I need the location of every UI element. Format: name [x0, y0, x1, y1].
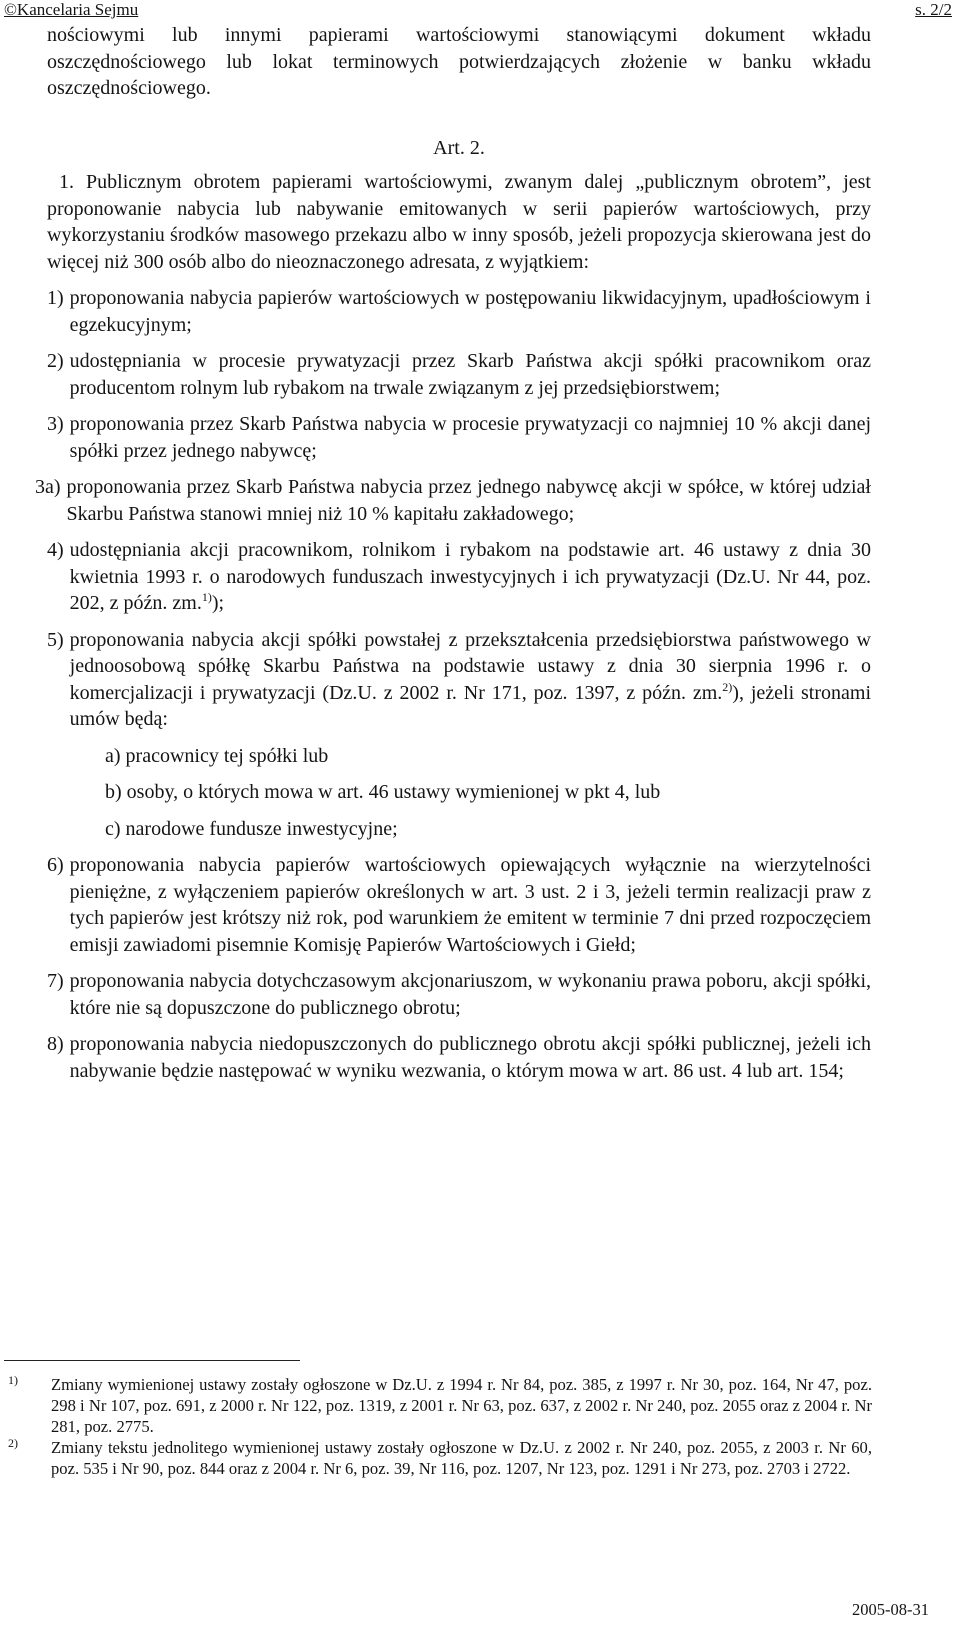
list-item-number: 5) [47, 628, 64, 651]
document-date: 2005-08-31 [852, 1600, 929, 1619]
list-item-text: proponowania przez Skarb Państwa nabycia przez jednego nabywcę akcji w spółce, w której udział Skarbu Państwa stanowi mniej niż 10 % kapitału zakładowego; [66, 476, 871, 525]
footnote-ref-2: 2) [722, 679, 733, 694]
list-item-text-b: ); [211, 592, 225, 614]
list-item-text [64, 627, 871, 733]
footnote-mark: 2) [8, 1436, 18, 1450]
list-item-text-a: udostępniania akcji pracownikom, rolnikom i rybakom na podstawie art. 46 ustawy z dnia 30 kwietnia 1993 r. o narodowych funduszach inwestycyjnych i ich prywatyzacji (Dz.U. Nr 44, poz. 202, z późn. zm. [69, 539, 871, 614]
footnote [4, 1374, 872, 1437]
list-item-text: udostępniania w procesie prywatyzacji przez Skarb Państwa akcji spółki pracownikom oraz producentom rolnym lub rybakom na trwale związanym z jej przedsiębiorstwem; [69, 350, 871, 399]
list-item-text: proponowania nabycia dotychczasowym akcjonariuszom, w wykonaniu prawa poboru, akcji spółki, które nie są dopuszczone do publicznego obrotu; [69, 970, 871, 1019]
list-item-text: proponowania nabycia papierów wartościowych opiewających wyłącznie na wierzytelności pieniężne, z wyłączeniem papierów określonych w art. 3 ust. 2 i 3, jeżeli termin realizacji praw z tych papierów jest krótszy niż rok, pod warunkiem że emitent w terminie 7 dni przed rozpoczęciem emisji zawiadomi pisemnie Komisję Papierów Wartościowych i Giełd; [69, 854, 871, 956]
list-item-number: 3) [47, 413, 64, 435]
list-item [47, 627, 871, 733]
article-title: Art. 2. [433, 136, 485, 159]
list-item [47, 968, 871, 1021]
footnote-ref-1: 1) [201, 590, 212, 604]
header-source: ©Kancelaria Sejmu [4, 0, 139, 19]
list-item-text: proponowania nabycia papierów wartościowych w postępowaniu likwidacyjnym, upadłościowym i egzekucyjnym; [69, 287, 871, 336]
list-item-text: proponowania przez Skarb Państwa nabycia w procesie prywatyzacji co najmniej 10 % akcji danej spółki przez jednego nabywcę; [69, 413, 871, 462]
article-paragraph-1: 1. Publicznym obrotem papierami wartościowymi, zwanym dalej „publicznym obrotem”, jest proponowanie nabycia lub nabywanie emitowanych w serii papierów wartościowych, przy wykorzystaniu środków masowego przekazu albo w inny sposób, jeżeli propozycja skierowana jest do więcej niż 300 osób albo do nieoznaczonego adresata, z wyjątkiem: [47, 171, 871, 273]
list-item [47, 285, 871, 338]
list-item [47, 1031, 871, 1084]
list-item-text-b: ), jeżeli stronami umów będą: [69, 681, 871, 730]
footnote-mark: 1) [8, 1373, 18, 1387]
list-item-number: 6) [47, 854, 64, 876]
footnote-text: Zmiany wymienionej ustawy zostały ogłoszone w Dz.U. z 1994 r. Nr 84, poz. 385, z 1997 r. Nr 30, poz. 164, Nr 47, poz. 298 i Nr 107, poz. 691, z 2000 r. Nr 122, poz. 1319, z 2001 r. Nr 63, poz. 637, z 2002 r. Nr 240, poz. 2055 oraz z 2004 r. Nr 281, poz. 2775. [51, 1375, 872, 1436]
list-item [47, 348, 871, 401]
list-item-number: 3a) [35, 476, 61, 498]
header-page-number: s. 2/2 [915, 0, 952, 19]
list-item-number: 4) [47, 539, 64, 561]
list-item-number: 2) [47, 350, 64, 372]
intro-paragraph: nościowymi lub innymi papierami wartościowymi stanowiącymi dokument wkładu oszczędnościowego lub lokat terminowych potwierdzających złożenie w banku wkładu oszczędnościowego. [47, 24, 871, 99]
list-item-text-a: proponowania nabycia akcji spółki powstałej z przekształcenia przedsiębiorstwa państwowego w jednoosobową spółkę Skarbu Państwa na podstawie ustawy z dnia 30 sierpnia 1996 r. o komercjalizacji i prywatyzacji (Dz.U. z 2002 r. Nr 171, poz. 1397, z późn. zm. [69, 628, 871, 704]
footnotes [4, 1374, 872, 1479]
sub-list-item: c) narodowe fundusze inwestycyjne; [105, 817, 398, 840]
list-item-number: 7) [47, 970, 64, 992]
list-item [35, 474, 871, 527]
list-item-number: 1) [47, 287, 64, 309]
list-item [47, 537, 871, 617]
sub-list-item: a) pracownicy tej spółki lub [105, 744, 329, 767]
footnote-divider [4, 1360, 300, 1361]
list-item [47, 411, 871, 464]
footnote-text: Zmiany tekstu jednolitego wymienionej ustawy zostały ogłoszone w Dz.U. z 2002 r. Nr 240, poz. 2055, z 2003 r. Nr 60, poz. 535 i Nr 90, poz. 844 oraz z 2004 r. Nr 6, poz. 39, Nr 116, poz. 1207, Nr 123, poz. 1291 i Nr 273, poz. 2703 i 2722. [51, 1438, 872, 1478]
list-item-number: 8) [47, 1033, 64, 1055]
footnote [4, 1437, 872, 1479]
list-item [47, 852, 871, 958]
list-item-text [64, 537, 871, 617]
exception-list [35, 285, 871, 1084]
sub-list-item: b) osoby, o których mowa w art. 46 ustawy wymienionej w pkt 4, lub [105, 781, 661, 803]
document-body [35, 22, 871, 1084]
list-item-text: proponowania nabycia niedopuszczonych do publicznego obrotu akcji spółki publicznej, jeżeli ich nabywanie będzie następować w wyniku wezwania, o którym mowa w art. 86 ust. 4 lub art. 154; [69, 1033, 871, 1082]
